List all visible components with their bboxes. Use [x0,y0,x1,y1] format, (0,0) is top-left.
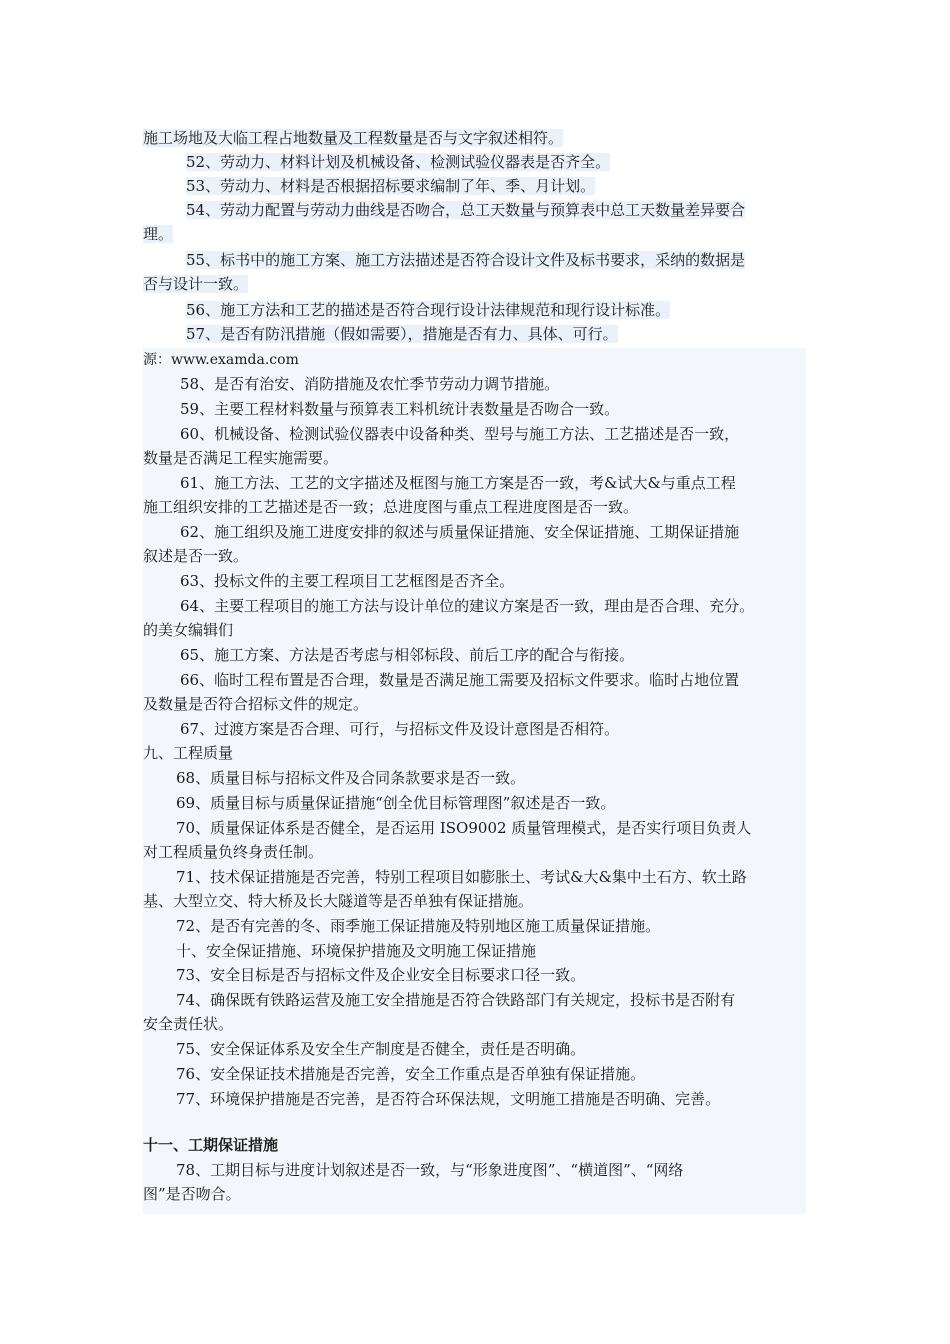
doc-line: 对工程质量负终身责任制。 [143,843,324,861]
doc-line: 60、机械设备、检测试验仪器表中设备种类、型号与施工方法、工艺描述是否一致， [180,425,740,443]
doc-line: 理。 [143,225,174,243]
doc-line: 55、标书中的施工方案、施工方法描述是否符合设计文件及标书要求，采纳的数据是 [186,251,746,269]
text-block-body [143,348,806,1214]
doc-line: 56、施工方法和工艺的描述是否符合现行设计法律规范和现行设计标准。 [186,301,671,319]
doc-line: 叙述是否一致。 [143,547,249,565]
doc-line: 53、劳动力、材料是否根据招标要求编制了年、季、月计划。 [186,177,596,195]
doc-line: 施工场地及大临工程占地数量及工程数量是否与文字叙述相符。 [143,129,564,147]
doc-line: 图”是否吻合。 [143,1185,241,1203]
doc-line: 69、质量目标与质量保证措施“创全优目标管理图”叙述是否一致。 [176,794,616,812]
section-heading: 十、安全保证措施、环境保护措施及文明施工保证措施 [176,942,537,960]
doc-line: 数量是否满足工程实施需要。 [143,449,339,467]
doc-line: 否与设计一致。 [143,275,249,293]
doc-line: 73、安全目标是否与招标文件及企业安全目标要求口径一致。 [176,966,586,984]
doc-line: 76、安全保证技术措施是否完善，安全工作重点是否单独有保证措施。 [176,1065,646,1083]
doc-line: 安全责任状。 [143,1015,234,1033]
doc-line: 52、劳动力、材料计划及机械设备、检测试验仪器表是否齐全。 [186,153,611,171]
doc-line: 及数量是否符合招标文件的规定。 [143,695,369,713]
text-block-top [143,126,806,346]
doc-line: 施工组织安排的工艺描述是否一致；总进度图与重点工程进度图是否一致。 [143,498,639,516]
doc-line: 65、施工方案、方法是否考虑与相邻标段、前后工序的配合与衔接。 [180,646,635,664]
doc-line: 74、确保既有铁路运营及施工安全措施是否符合铁路部门有关规定，投标书是否附有 [176,991,736,1009]
doc-line: 75、安全保证体系及安全生产制度是否健全，责任是否明确。 [176,1040,586,1058]
doc-line: 59、主要工程材料数量与预算表工料机统计表数量是否吻合一致。 [180,400,620,418]
doc-line: 64、主要工程项目的施工方法与设计单位的建议方案是否一致，理由是否合理、充分。 [180,597,755,615]
doc-line: 57、是否有防汛措施（假如需要），措施是否有力、具体、可行。 [186,325,618,343]
doc-line: 77、环境保护措施是否完善，是否符合环保法规，文明施工措施是否明确、完善。 [176,1090,721,1108]
doc-line: 78、工期目标与进度计划叙述是否一致，与“形象进度图”、“横道图”、“网络 [176,1161,684,1179]
doc-line: 67、过渡方案是否合理、可行，与招标文件及设计意图是否相符。 [180,720,620,738]
doc-line: 61、施工方法、工艺的文字描述及框图与施工方案是否一致，考&试大&与重点工程 [180,474,736,492]
doc-line: 62、施工组织及施工进度安排的叙述与质量保证措施、安全保证措施、工期保证措施 [180,523,740,541]
doc-line: 72、是否有完善的冬、雨季施工保证措施及特别地区施工质量保证措施。 [176,917,661,935]
section-heading: 九、工程质量 [143,744,234,762]
doc-line: 63、投标文件的主要工程项目工艺框图是否齐全。 [180,572,515,590]
section-heading-bold: 十一、工期保证措施 [143,1136,279,1154]
doc-line: 的美女编辑们 [143,621,234,639]
doc-line: 54、劳动力配置与劳动力曲线是否吻合，总工天数量与预算表中总工天数量差异要合 [186,201,746,219]
doc-line: 70、质量保证体系是否健全，是否运用 ISO9002 质量管理模式，是否实行项目负责人 [176,819,752,837]
doc-line: 58、是否有治安、消防措施及农忙季节劳动力调节措施。 [180,375,560,393]
source-line: 源：www.examda.com [143,352,299,368]
doc-line: 68、质量目标与招标文件及合同条款要求是否一致。 [176,769,526,787]
doc-line: 66、临时工程布置是否合理，数量是否满足施工需要及招标文件要求。临时占地位置 [180,671,740,689]
doc-line: 基、大型立交、特大桥及长大隧道等是否单独有保证措施。 [143,892,534,910]
doc-line: 71、技术保证措施是否完善，特别工程项目如膨胀土、考试&大&集中土石方、软土路 [176,868,747,886]
